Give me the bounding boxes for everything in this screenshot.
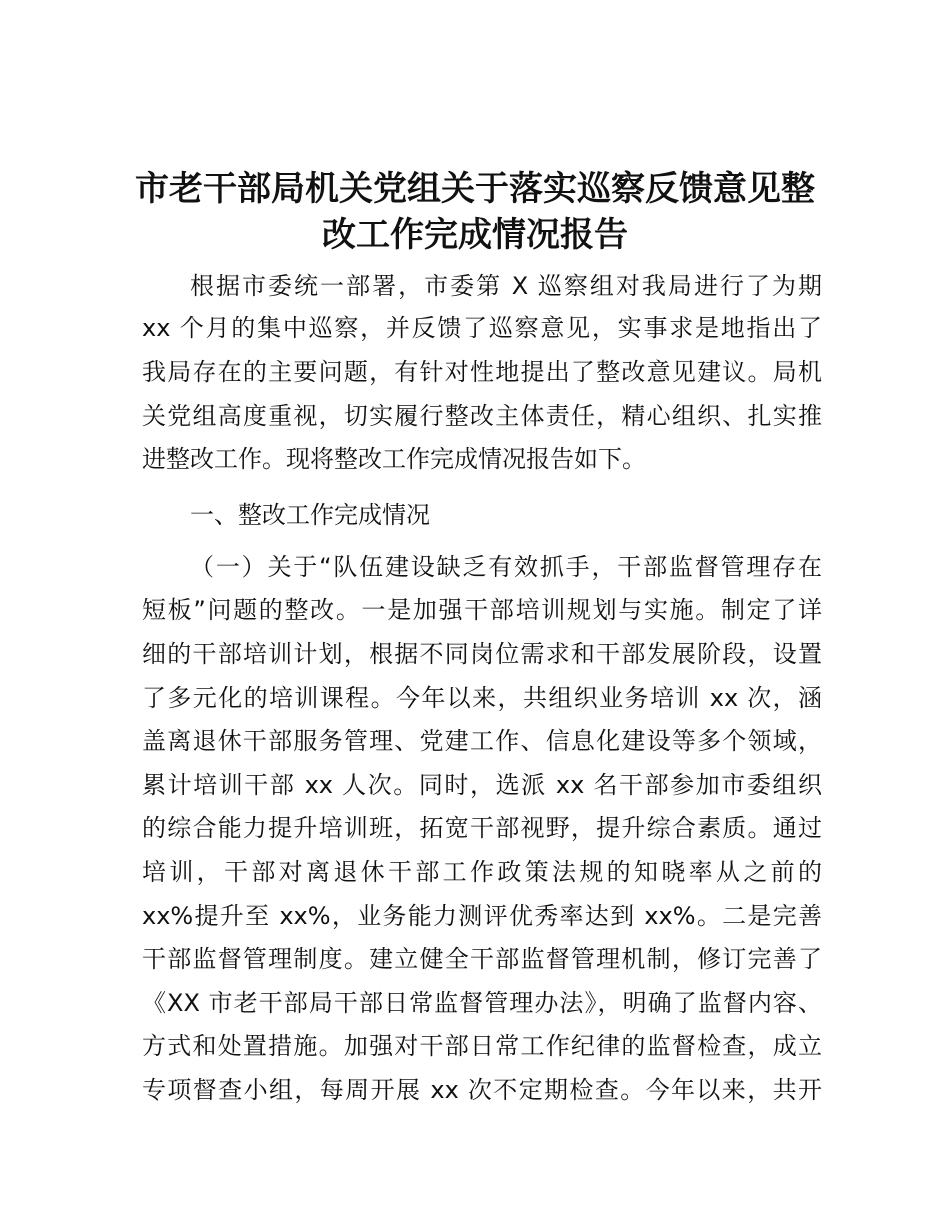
paragraph-2-line-2: 短板”问题的整改。一是加强干部培训规划与实施。制定了详 xyxy=(142,596,822,624)
paragraph-2-line-11: 《XX 市老干部局干部日常监督管理办法》，明确了监督内容、 xyxy=(142,989,822,1017)
paragraph-2-line-1: （一）关于“队伍建设缺乏有效抓手，干部监督管理存在 xyxy=(190,553,822,581)
document-title-line-1: 市老干部局机关党组关于落实巡察反馈意见整 xyxy=(135,169,815,209)
paragraph-2-line-8: 培训，干部对离退休干部工作政策法规的知晓率从之前的 xyxy=(142,858,822,886)
paragraph-1-line-5: 进整改工作。现将整改工作完成情况报告如下。 xyxy=(142,445,646,473)
paragraph-1-line-1: 根据市委统一部署，市委第 X 巡察组对我局进行了为期 xyxy=(190,272,822,300)
paragraph-2-line-4: 了多元化的培训课程。今年以来，共组织业务培训 xx 次，涵 xyxy=(142,684,822,712)
paragraph-1-line-2: xx 个月的集中巡察，并反馈了巡察意见，实事求是地指出了 xyxy=(142,314,822,342)
paragraph-2-line-3: 细的干部培训计划，根据不同岗位需求和干部发展阶段，设置 xyxy=(142,640,822,668)
paragraph-2-line-7: 的综合能力提升培训班，拓宽干部视野，提升综合素质。通过 xyxy=(142,814,822,842)
paragraph-2-line-5: 盖离退休干部服务管理、党建工作、信息化建设等多个领域， xyxy=(142,727,822,755)
paragraph-2-line-10: 干部监督管理制度。建立健全干部监督管理机制，修订完善了 xyxy=(142,945,822,973)
paragraph-2-line-12: 方式和处置措施。加强对干部日常工作纪律的监督检查，成立 xyxy=(142,1032,822,1060)
paragraph-1-line-3: 我局存在的主要问题，有针对性地提出了整改意见建议。局机 xyxy=(142,358,822,386)
paragraph-2-line-9: xx%提升至 xx%，业务能力测评优秀率达到 xx%。二是完善 xyxy=(142,902,822,930)
document-title-line-2: 改工作完成情况报告 xyxy=(322,215,628,255)
paragraph-2-line-13: 专项督查小组，每周开展 xx 次不定期检查。今年以来，共开 xyxy=(142,1076,822,1104)
section-heading: 一、整改工作完成情况 xyxy=(190,501,430,529)
paragraph-2-line-6: 累计培训干部 xx 人次。同时，选派 xx 名干部参加市委组织 xyxy=(142,771,822,799)
paragraph-1-line-4: 关党组高度重视，切实履行整改主体责任，精心组织、扎实推 xyxy=(142,402,822,430)
